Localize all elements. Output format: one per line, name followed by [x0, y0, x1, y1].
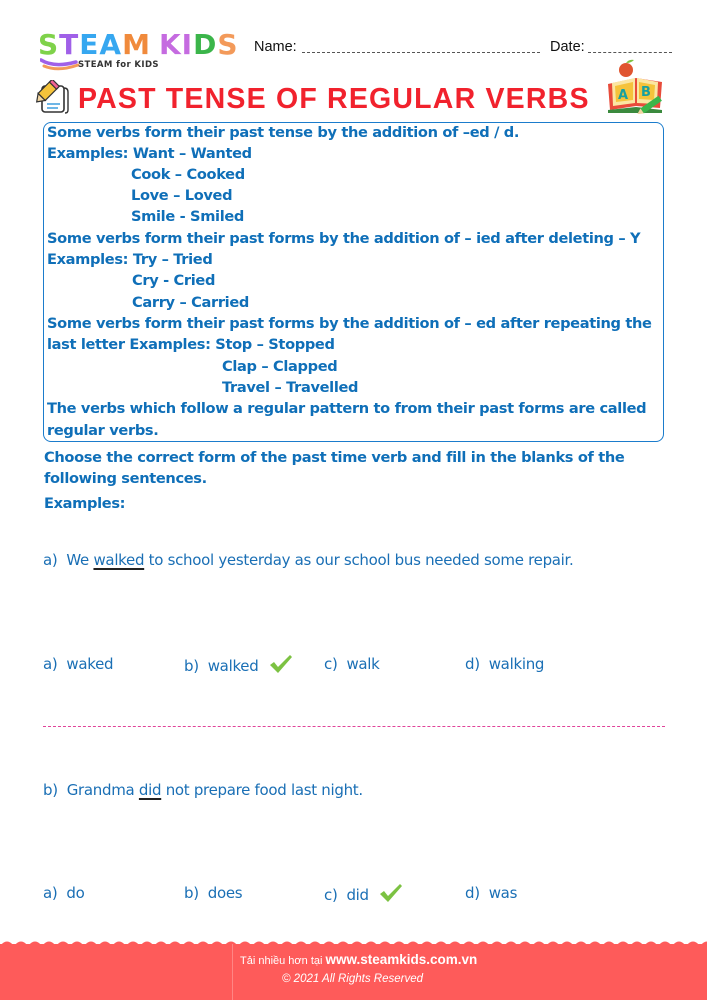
- checkmark-icon: [379, 883, 403, 903]
- download-prefix: Tải nhiều hơn tại: [240, 955, 323, 967]
- footer-banner: [0, 944, 707, 1000]
- rule-text: Some verbs form their past forms by the addition of – ed after repeating the: [47, 315, 652, 332]
- answer-option[interactable]: [43, 654, 113, 674]
- option-label: a): [43, 655, 58, 673]
- checkmark-icon: [269, 654, 293, 674]
- filled-blank[interactable]: walked: [93, 551, 145, 569]
- rule-text: last letter Examples: Stop – Stopped: [47, 336, 335, 353]
- logo-letter: I: [181, 28, 194, 61]
- option-label: d): [465, 884, 480, 902]
- name-input-line[interactable]: [302, 52, 540, 53]
- logo-letter: M: [122, 28, 151, 61]
- logo-letter: K: [158, 28, 182, 61]
- option-text: waked: [66, 655, 114, 673]
- question-label: a): [43, 551, 58, 569]
- option-text: do: [66, 884, 85, 902]
- website-link[interactable]: www.steamkids.com.vn: [325, 952, 478, 967]
- logo-wordmark: [38, 30, 239, 60]
- logo-letter: T: [59, 28, 80, 61]
- option-label: c): [324, 655, 338, 673]
- rule-example: Clap – Clapped: [222, 358, 338, 375]
- option-text: walked: [207, 657, 259, 675]
- rule-example: Travel – Travelled: [222, 379, 359, 396]
- question-sentence: [43, 780, 363, 800]
- logo-letter: S: [38, 28, 60, 61]
- rule-text: Some verbs form their past forms by the addition of – ied after deleting – Y: [47, 230, 641, 247]
- question-label: b): [43, 781, 58, 799]
- dashed-separator: [43, 726, 665, 727]
- name-label: Name:: [254, 39, 297, 55]
- logo-subtitle: STEAM for KIDS: [78, 60, 159, 70]
- pencil-paper-icon: [36, 80, 72, 114]
- rule-example: Carry – Carried: [132, 294, 249, 311]
- instructions-text: Choose the correct form of the past time verb and fill in the blanks of the: [44, 449, 625, 466]
- footer-download-text: [240, 952, 477, 967]
- option-label: a): [43, 884, 58, 902]
- rule-example: Cry - Cried: [132, 272, 216, 289]
- scalloped-edge: [0, 938, 707, 946]
- rule-example: Cook – Cooked: [131, 166, 245, 183]
- answer-option[interactable]: [324, 654, 380, 674]
- option-label: d): [465, 655, 480, 673]
- rule-text: Some verbs form their past tense by the addition of –ed / d.: [47, 124, 520, 141]
- rule-text: regular verbs.: [47, 422, 159, 439]
- answer-option[interactable]: [43, 883, 85, 903]
- option-text: does: [207, 884, 243, 902]
- option-text: walking: [488, 655, 545, 673]
- rule-text: Examples: Want – Wanted: [47, 145, 252, 162]
- answer-option[interactable]: [465, 883, 517, 903]
- sentence-start: Grandma: [66, 781, 135, 799]
- svg-text:B: B: [641, 85, 651, 100]
- sentence-end: not prepare food last night.: [165, 781, 363, 799]
- logo-letter: D: [193, 28, 218, 61]
- rule-example: Love – Loved: [131, 187, 233, 204]
- answer-option[interactable]: [184, 883, 242, 903]
- rule-example: Smile - Smiled: [131, 208, 245, 225]
- footer-divider: [232, 944, 233, 1000]
- date-input-line[interactable]: [588, 52, 672, 53]
- option-label: c): [324, 886, 338, 904]
- option-text: was: [488, 884, 518, 902]
- filled-blank[interactable]: did: [138, 781, 162, 799]
- option-label: b): [184, 884, 199, 902]
- sentence-end: to school yesterday as our school bus needed some repair.: [148, 551, 574, 569]
- examples-label: Examples:: [44, 495, 126, 512]
- option-label: b): [184, 657, 199, 675]
- logo-letter: S: [217, 28, 239, 61]
- copyright-text: © 2021 All Rights Reserved: [282, 973, 424, 985]
- sentence-start: We: [66, 551, 89, 569]
- logo-swoosh-icon: [40, 58, 80, 72]
- rule-text: The verbs which follow a regular pattern to from their past forms are called: [47, 400, 647, 417]
- logo-letter: E: [79, 28, 100, 61]
- answer-option-correct[interactable]: [324, 883, 403, 905]
- answer-option-correct[interactable]: [184, 654, 293, 676]
- steam-kids-logo: [38, 30, 238, 72]
- rule-text: Examples: Try – Tried: [47, 251, 213, 268]
- abc-book-icon: [604, 58, 668, 114]
- option-text: did: [346, 886, 369, 904]
- option-text: walk: [346, 655, 380, 673]
- date-label: Date:: [550, 39, 585, 55]
- instructions-text: following sentences.: [44, 470, 207, 487]
- logo-letter: A: [99, 28, 123, 61]
- question-sentence: [43, 550, 574, 570]
- page-title: PAST TENSE OF REGULAR VERBS: [78, 83, 590, 115]
- answer-option[interactable]: [465, 654, 544, 674]
- svg-text:A: A: [618, 88, 629, 103]
